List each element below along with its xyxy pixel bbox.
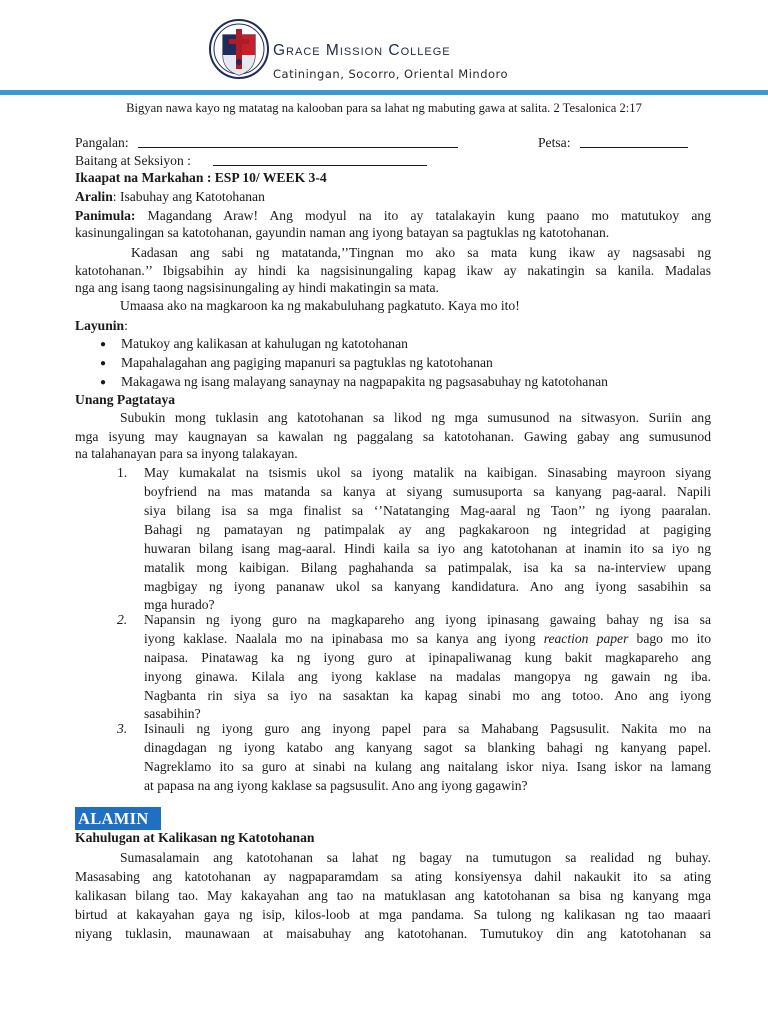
item-1-line: siya bilang isa sa mga finalist sa ‘’Natatanging Mag-aaral ng Taon’’ ng iyong paaralan. xyxy=(144,503,711,518)
item-3-line: at papasa na ang iyong kaklase sa pagsusulit. Ano ang iyong gagawin? xyxy=(144,778,528,793)
aralin-line xyxy=(75,187,265,207)
item-1-line: Bahagi ng pamatayan ng patimpalak ay ang pagkakaroon ng integridad at pagiging xyxy=(144,522,711,537)
item-number: 1. xyxy=(117,465,128,480)
name-field[interactable] xyxy=(138,134,458,148)
alamin-line: kalikasan bilang tao. May kakayahan ang tao na matuklasan ang katotohanan sa bisa ng kanyang mga xyxy=(75,888,711,903)
item-2-line: iyong kaklase. Naalala mo na ipinabasa mo sa kanya ang iyong reaction paper bago mo ito xyxy=(144,631,711,646)
alamin-heading: Kahulugan at Kalikasan ng Katotohanan xyxy=(75,830,315,845)
college-address: Catiningan, Socorro, Oriental Mindoro xyxy=(273,67,509,81)
item-1-line: matalik mong kaibigan. Bilang paghahanda sa patimpalak, isa ka sa na-interview upang xyxy=(144,560,711,575)
college-seal-icon xyxy=(209,15,269,83)
item-3-line: Nagreklamo ito sa guro at sinabi na kulang ang naitalang iskor niya. Isang iskor na lamang xyxy=(144,759,711,774)
letterhead xyxy=(0,0,768,100)
bullet-icon: ● xyxy=(100,339,107,350)
pagtataya-intro-line-2: mga isyung may kaugnayan sa kawalan ng paggalang sa katotohanan. Gawing gabay ang sumusunod xyxy=(75,429,711,444)
header-divider xyxy=(0,90,768,95)
bullet-icon: ● xyxy=(100,377,107,388)
date-label: Petsa: xyxy=(538,135,571,150)
item-2-line: Napansin ng iyong guro na magkapareho ang iyong ipinasang gawaing bahay ng isa sa xyxy=(144,612,711,627)
pagtataya-intro-line-3: na talahanayan para sa inyong talakayan. xyxy=(75,446,298,461)
item-1-line: mga hurado? xyxy=(144,597,215,612)
alamin-line: Sumasalamain ang katotohanan sa lahat ng bagay na tumutugon sa realidad ng buhay. xyxy=(120,850,711,865)
item-number: 3. xyxy=(117,721,128,736)
aralin-label: Aralin xyxy=(75,189,113,204)
college-name: Grace Mission College xyxy=(273,42,451,59)
item-number: 2. xyxy=(117,612,128,627)
alamin-label: ALAMIN xyxy=(78,809,149,828)
grade-section-label: Baitang at Seksiyon : xyxy=(75,153,191,168)
item-1-line: magbigay ng iyong pananaw ukol sa kanyang kandidatura. Ano ang iyong sasabihin sa xyxy=(144,579,711,594)
grade-section-field[interactable] xyxy=(213,152,427,166)
panimula-p2-line-1: Kadasan ang sabi ng matatanda,’’Tingnan mo ako sa mata kung ikaw ay nagsasabi ng xyxy=(131,245,711,260)
panimula-line-1: Panimula: Magandang Araw! Ang modyul na ito ay tatalakayin kung paano mo matutukoy ang xyxy=(75,208,711,223)
panimula-line-2: kasinungalingan sa katotohanan, gayundin naman ang iyong batayan sa pagtuklas ng katotohanan. xyxy=(75,225,610,240)
panimula-p2-line-2: katotohanan.’’ Ibigsabihin ay hindi ka nagsisinungaling kapag ikaw ay nakatingin sa kanila. Madalas xyxy=(75,263,711,278)
layunin-item: Mapahalagahan ang pagiging mapanuri sa pagtuklas ng katotohanan xyxy=(121,355,493,370)
alamin-line: niyang tuklasin, maunawaan at maisabuhay ang katotohanan. Tumutukoy din ang katotohanan sa xyxy=(75,926,711,941)
item-3-line: dinagdagan ng iyong katabo ang kanyang sagot sa blanking bahagi ng kanyang papel. xyxy=(144,740,711,755)
item-2-line: Nagbanta rin siya sa iyo na sasaktan ka kapag sinabi mo ang totoo. Ano ang iyong xyxy=(144,688,711,703)
panimula-label: Panimula: xyxy=(75,208,136,223)
name-label: Pangalan: xyxy=(75,135,129,150)
alamin-line: Masasabing ang katotohanan ay nagpaparamdam sa ating konsiyensya dahil nakaukit ito sa ating xyxy=(75,869,711,884)
aralin-title: : Isabuhay ang Katotohanan xyxy=(112,189,265,204)
bullet-icon: ● xyxy=(100,358,107,369)
date-field[interactable] xyxy=(580,134,688,148)
quarter-heading: Ikaapat na Markahan : ESP 10/ WEEK 3-4 xyxy=(75,170,327,185)
alamin-line: birtud at kakayahan gaya ng isip, kilos-loob at mga pandama. Sa tulong ng kalikasan ng tao maaari xyxy=(75,907,711,922)
layunin-heading: Layunin: xyxy=(75,318,128,333)
item-2-line: inyong ginawa. Kilala ang iyong kaklase na madalas mangopya ng gawain ng iba. xyxy=(144,669,711,684)
bible-verse: Bigyan nawa kayo ng matatag na kalooban para sa lahat ng mabuting gawa at salita. 2 Tesalonica 2:17 xyxy=(126,101,642,115)
layunin-item: Matukoy ang kalikasan at kahulugan ng katotohanan xyxy=(121,336,408,351)
panimula-p3: Umaasa ako na magkaroon ka ng makabuluhang pagkatuto. Kaya mo ito! xyxy=(120,298,520,313)
item-3-line: Isinauli ng iyong guro ang inyong papel para sa Mahabang Pagsusulit. Nakita mo na xyxy=(144,721,711,736)
item-1-line: May kumakalat na tsismis ukol sa iyong matalik na kaibigan. Sinasabing mayroon siyang xyxy=(144,465,711,480)
item-1-line: huwaran bilang isang mag-aaral. Hindi kaila sa iyo ang katotohanan at inamin ito sa iyo ng xyxy=(144,541,711,556)
item-2-line: naipasa. Pinatawag ka ng iyong guro at ipinapaliwanag kung bakit magkapareho ang xyxy=(144,650,711,665)
pagtataya-intro-line-1: Subukin mong tuklasin ang katotohanan sa likod ng mga sumusunod na sitwasyon. Suriin ang xyxy=(120,410,711,425)
panimula-p2-line-3: nga ang isang taong nagsisinungaling ay hindi makatingin sa mata. xyxy=(75,280,439,295)
item-1-line: boyfriend na mas matanda sa kanya at siyang sumusuporta sa kanyang pag-aaral. Napili xyxy=(144,484,711,499)
unang-pagtataya-heading: Unang Pagtataya xyxy=(75,392,176,407)
reaction-paper-term: reaction paper xyxy=(543,631,629,646)
layunin-item: Makagawa ng isang malayang sanaynay na nagpapakita ng pagsasabuhay ng katotohanan xyxy=(121,374,608,389)
item-2-line: sasabihin? xyxy=(144,706,201,721)
